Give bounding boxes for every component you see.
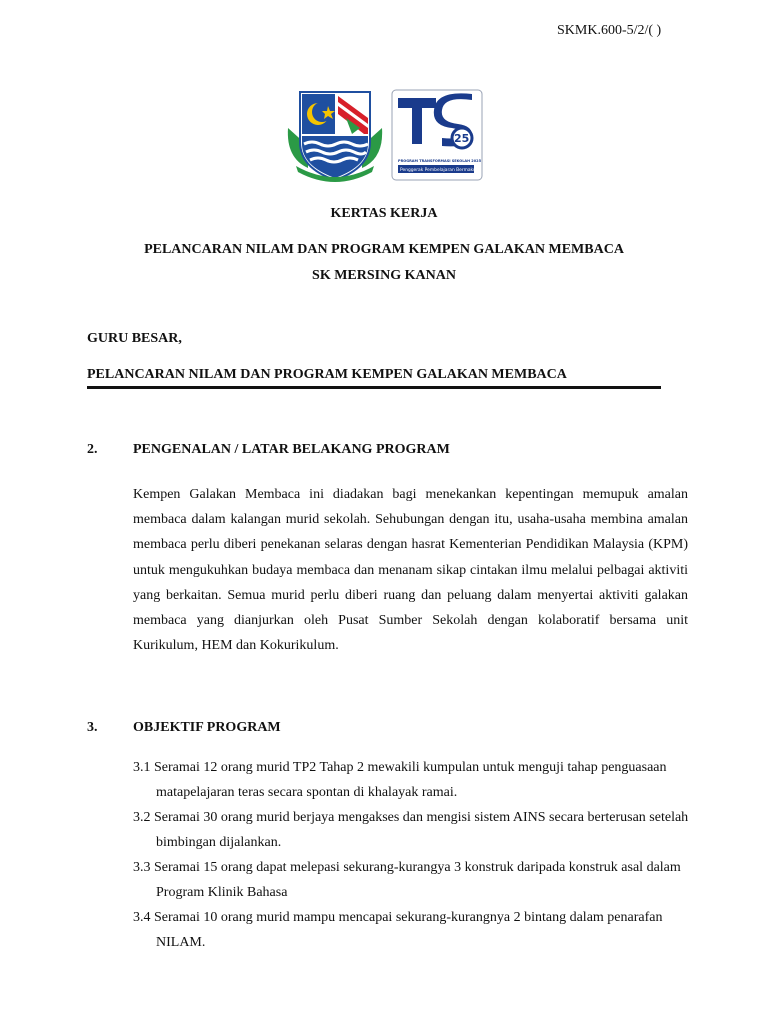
ts25-line1: PROGRAM TRANSFORMASI SEKOLAH 2025 [398,159,482,163]
reference-number: SKMK.600-5/2/( ) [557,23,662,38]
document-subtitle: PELANCARAN NILAM DAN PROGRAM KEMPEN GALAKAN MEMBACA [144,242,624,257]
ts25-logo [392,90,482,180]
document-title: KERTAS KERJA [330,206,438,221]
objectives-list [133,755,693,955]
section-body-paragraph: Kempen Galakan Membaca ini diadakan bagi menekankan kepentingan memupuk amalan membaca dalam kalangan murid sekolah. Sehubungan dengan itu, usaha-usaha membina amalan membaca perlu diberi penekanan selaras dengan hasrat Kementerian Pendidikan Malaysia (KPM) untuk mengukuhkan budaya membaca dan menanam sikap cintakan ilmu melalui pelbagai aktiviti yang berkaitan. Semua murid perlu diberi ruang dan peluang dalam menyertai aktiviti galakan membaca yang dianjurkan oleh Pusat Sumber Sekolah dengan kolaboratif bersama unit Kurikulum, HEM dan Kokurikulum. [133,487,688,654]
addressee: GURU BESAR, [87,331,182,346]
subject-line: PELANCARAN NILAM DAN PROGRAM KEMPEN GALAKAN MEMBACA [87,367,567,382]
subject-underline [87,386,661,389]
logos-graphic [286,88,486,184]
logo-row [286,88,486,184]
objective-item: 3.1 Seramai 12 orang murid TP2 Tahap 2 mewakili kumpulan untuk menguji tahap penguasaan matapelajaran teras secara spontan di khalayak ramai. [133,760,667,800]
objective-item: 3.2 Seramai 30 orang murid berjaya mengakses dan mengisi sistem AINS secara berterusan setelah bimbingan dijalankan. [133,810,689,850]
objective-item: 3.3 Seramai 15 orang dapat melepasi sekurang-kurangya 3 konstruk daripada konstruk asal dalam Program Klinik Bahasa [133,860,681,900]
objective-item: 3.4 Seramai 10 orang murid mampu mencapai sekurang-kurangnya 2 bintang dalam penarafan NILAM. [133,910,663,950]
ts25-badge-number: 25 [454,132,470,145]
section-title: OBJEKTIF PROGRAM [133,720,281,735]
section-number: 2. [87,442,98,457]
section-title: PENGENALAN / LATAR BELAKANG PROGRAM [133,442,450,457]
school-name: SK MERSING KANAN [312,268,456,283]
section-number: 3. [87,720,98,735]
school-crest-logo [288,92,382,182]
ts25-line2: Penggerak Pembelajaran Bermakna [400,168,479,173]
